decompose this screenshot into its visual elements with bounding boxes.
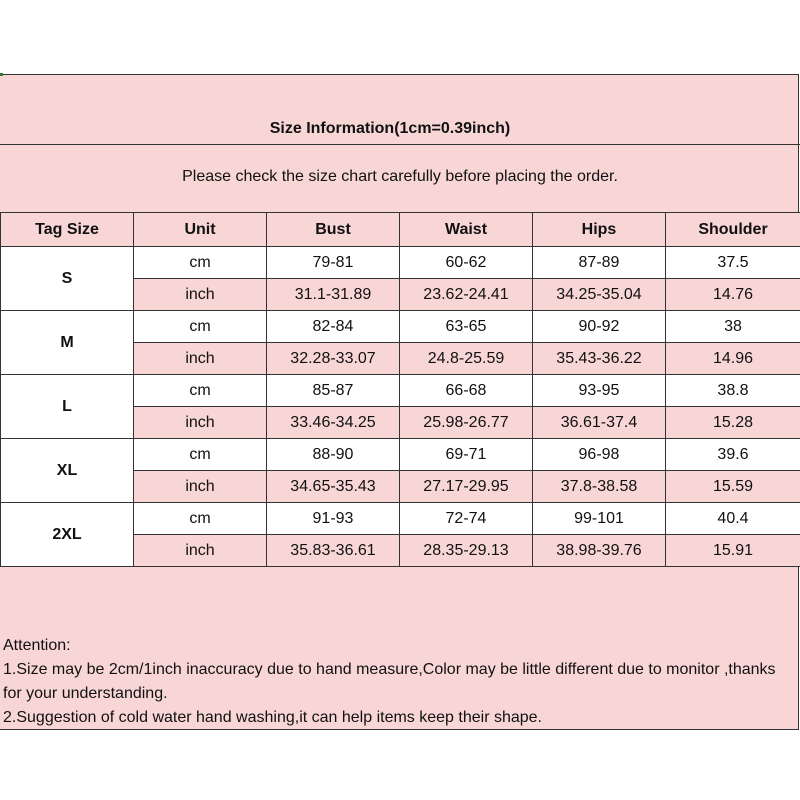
tag-size-cell: L xyxy=(1,375,134,439)
shoulder-cell: 15.28 xyxy=(666,407,800,439)
hips-cell: 93-95 xyxy=(533,375,666,407)
hips-cell: 34.25-35.04 xyxy=(533,279,666,311)
attention-notes xyxy=(3,634,793,730)
hips-cell: 37.8-38.58 xyxy=(533,471,666,503)
bust-cell: 82-84 xyxy=(267,311,400,343)
unit-cell: inch xyxy=(134,407,267,439)
bust-cell: 91-93 xyxy=(267,503,400,535)
hips-cell: 35.43-36.22 xyxy=(533,343,666,375)
table-row xyxy=(1,375,800,407)
unit-cell: cm xyxy=(134,439,267,471)
tag-size-cell: S xyxy=(1,247,134,311)
header-unit: Unit xyxy=(134,213,267,247)
header-shoulder: Shoulder xyxy=(666,213,800,247)
table-header-row xyxy=(1,213,800,247)
hips-cell: 99-101 xyxy=(533,503,666,535)
corner-mark xyxy=(0,73,3,76)
unit-cell: inch xyxy=(134,343,267,375)
table-row xyxy=(1,311,800,343)
tag-size-cell: 2XL xyxy=(1,503,134,567)
waist-cell: 23.62-24.41 xyxy=(400,279,533,311)
tag-size-cell: M xyxy=(1,311,134,375)
hips-cell: 96-98 xyxy=(533,439,666,471)
bust-cell: 32.28-33.07 xyxy=(267,343,400,375)
shoulder-cell: 14.96 xyxy=(666,343,800,375)
header-hips: Hips xyxy=(533,213,666,247)
shoulder-cell: 39.6 xyxy=(666,439,800,471)
header-bust: Bust xyxy=(267,213,400,247)
waist-cell: 25.98-26.77 xyxy=(400,407,533,439)
header-tag-size: Tag Size xyxy=(1,213,134,247)
table-row xyxy=(1,247,800,279)
chart-subtitle: Please check the size chart carefully before placing the order. xyxy=(182,168,618,185)
bust-cell: 35.83-36.61 xyxy=(267,535,400,567)
attention-heading: Attention: xyxy=(3,637,71,654)
bust-cell: 88-90 xyxy=(267,439,400,471)
bust-cell: 79-81 xyxy=(267,247,400,279)
hips-cell: 36.61-37.4 xyxy=(533,407,666,439)
bust-cell: 31.1-31.89 xyxy=(267,279,400,311)
shoulder-cell: 40.4 xyxy=(666,503,800,535)
waist-cell: 66-68 xyxy=(400,375,533,407)
unit-cell: cm xyxy=(134,375,267,407)
waist-cell: 72-74 xyxy=(400,503,533,535)
hips-cell: 87-89 xyxy=(533,247,666,279)
chart-title: Size Information(1cm=0.39inch) xyxy=(269,120,511,137)
hips-cell: 90-92 xyxy=(533,311,666,343)
tag-size-cell: XL xyxy=(1,439,134,503)
waist-cell: 28.35-29.13 xyxy=(400,535,533,567)
bust-cell: 33.46-34.25 xyxy=(267,407,400,439)
waist-cell: 24.8-25.59 xyxy=(400,343,533,375)
divider xyxy=(0,144,800,145)
waist-cell: 27.17-29.95 xyxy=(400,471,533,503)
waist-cell: 60-62 xyxy=(400,247,533,279)
unit-cell: cm xyxy=(134,311,267,343)
attention-line-1: 1.Size may be 2cm/1inch inaccuracy due to hand measure,Color may be little different due to monitor ,thanks for your understanding. xyxy=(3,661,776,702)
unit-cell: inch xyxy=(134,535,267,567)
waist-cell: 69-71 xyxy=(400,439,533,471)
bust-cell: 85-87 xyxy=(267,375,400,407)
shoulder-cell: 15.91 xyxy=(666,535,800,567)
attention-line-2: 2.Suggestion of cold water hand washing,it can help items keep their shape. xyxy=(3,709,542,726)
shoulder-cell: 37.5 xyxy=(666,247,800,279)
header-waist: Waist xyxy=(400,213,533,247)
hips-cell: 38.98-39.76 xyxy=(533,535,666,567)
bust-cell: 34.65-35.43 xyxy=(267,471,400,503)
unit-cell: inch xyxy=(134,471,267,503)
shoulder-cell: 15.59 xyxy=(666,471,800,503)
size-table xyxy=(0,212,800,567)
shoulder-cell: 38.8 xyxy=(666,375,800,407)
shoulder-cell: 14.76 xyxy=(666,279,800,311)
unit-cell: inch xyxy=(134,279,267,311)
shoulder-cell: 38 xyxy=(666,311,800,343)
waist-cell: 63-65 xyxy=(400,311,533,343)
table-row xyxy=(1,439,800,471)
table-row xyxy=(1,503,800,535)
unit-cell: cm xyxy=(134,247,267,279)
unit-cell: cm xyxy=(134,503,267,535)
